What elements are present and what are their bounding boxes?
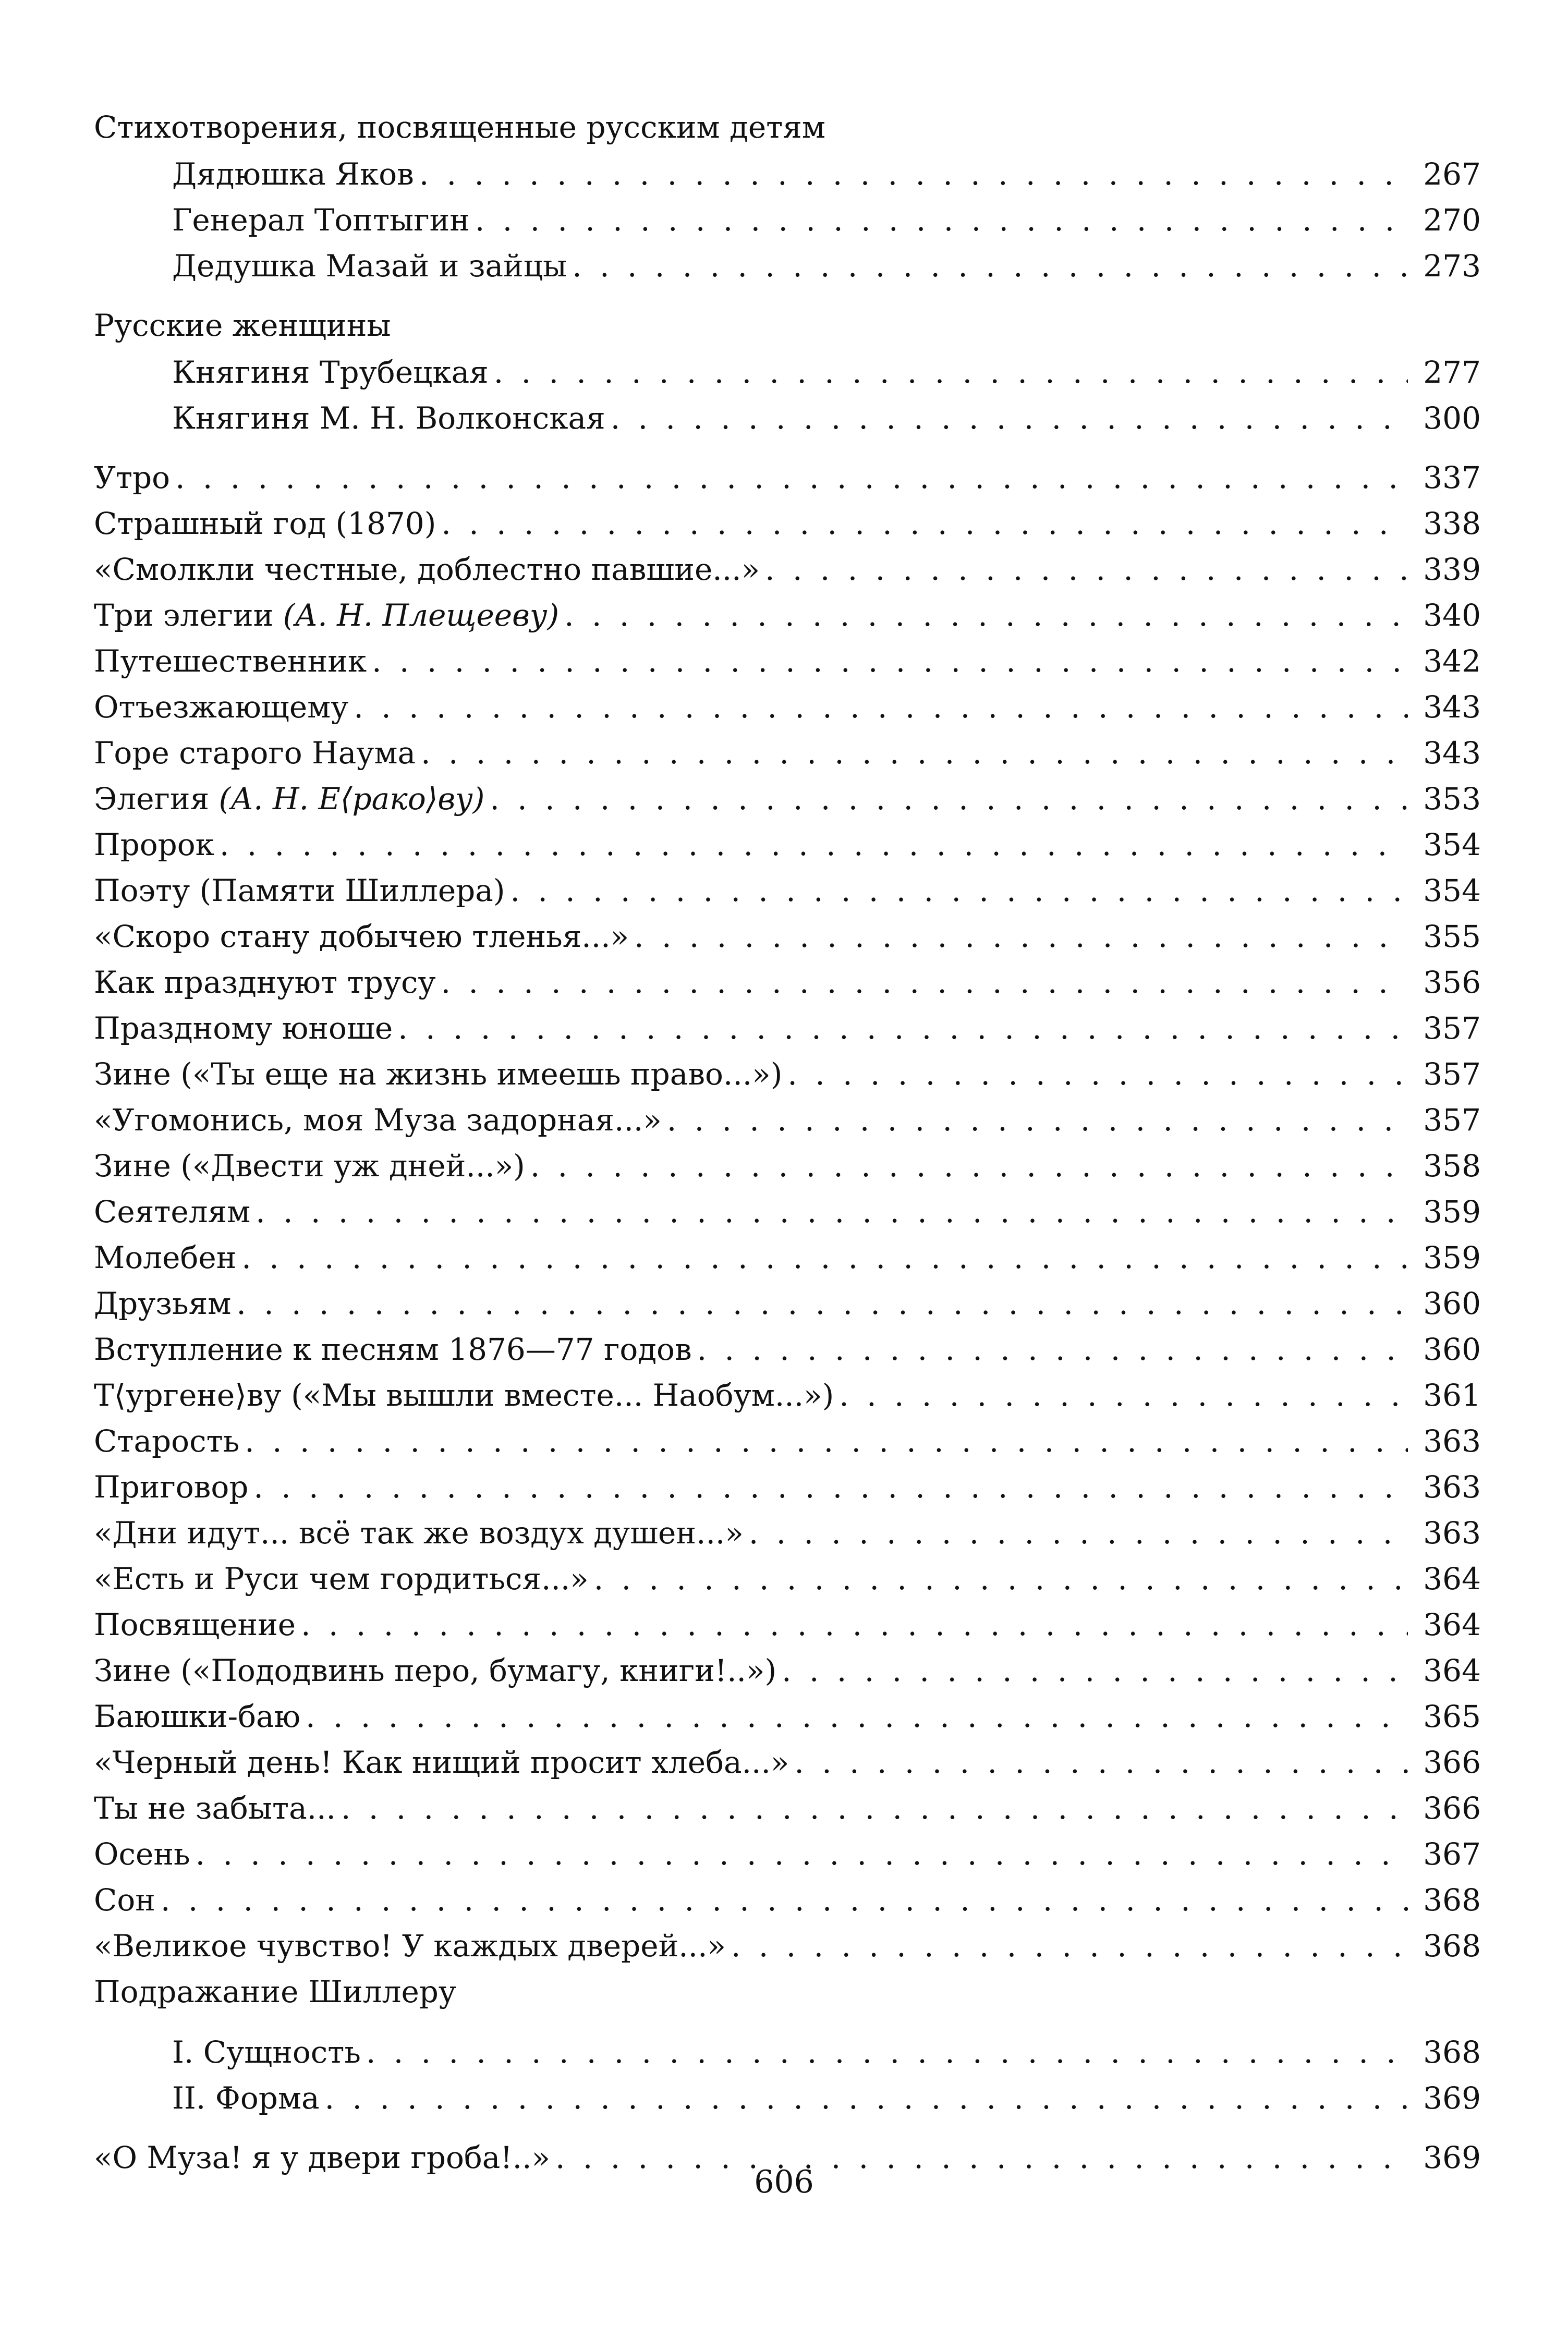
toc-entry-title-text: Отъезжающему [94, 689, 349, 725]
toc-entry-title [94, 1785, 341, 1831]
toc-entry-page-number: 354 [1423, 827, 1481, 862]
toc-entry-title [94, 1969, 461, 2015]
toc-entry-page-number: 365 [1423, 1699, 1481, 1734]
toc-entry [94, 1602, 1481, 1648]
toc-entry-dedication: (А. Н. Е⟨рако⟩ву) [218, 781, 485, 817]
dot-leader [697, 1326, 1408, 1372]
toc-entry-line [94, 1372, 1481, 1418]
toc-entry-page-number: 360 [1423, 1286, 1481, 1321]
toc-entry-line [94, 638, 1481, 684]
toc-entry-title-text: Русские женщины [94, 308, 391, 343]
toc-entry-title-text: «Есть и Руси чем гордиться...» [94, 1561, 589, 1597]
dot-leader [253, 1464, 1408, 1510]
toc-entry [94, 1189, 1481, 1235]
toc-entry-page-number: 364 [1423, 1561, 1481, 1597]
toc-entry-line [94, 243, 1481, 289]
toc-entry-page-number: 339 [1423, 552, 1481, 587]
toc-entry-title [94, 151, 419, 197]
toc-entry-title-text: Сеятелям [94, 1194, 251, 1229]
toc-entry-line [94, 822, 1481, 868]
toc-entry-page-number: 273 [1423, 248, 1481, 284]
toc-entry-title-text: «Смолкли честные, доблестно павшие...» [94, 552, 760, 587]
toc-entry [94, 959, 1481, 1005]
toc-entry-page-number: 368 [1423, 1882, 1481, 1918]
toc-entry [94, 1923, 1481, 1969]
toc-entry-title-text: Дядюшка Яков [172, 156, 414, 192]
toc-entry-line [94, 1648, 1481, 1694]
toc-entry-page-number: 267 [1423, 156, 1481, 192]
toc-entry-title [94, 349, 494, 395]
toc-entry-line [94, 2029, 1481, 2075]
toc-entry-title-text: Стихотворения, посвященные русским детям [94, 109, 825, 145]
toc-entry-title-text: Княгиня Трубецкая [172, 355, 489, 390]
toc-entry-title [94, 546, 765, 592]
toc-entry-page-number: 359 [1423, 1194, 1481, 1229]
toc-entry-line [94, 1418, 1481, 1464]
toc-entry-page-number: 364 [1423, 1653, 1481, 1688]
toc-entry-line [94, 455, 1481, 501]
toc-entry-title [94, 302, 396, 348]
toc-entry [94, 1051, 1481, 1097]
toc-entry [94, 197, 1481, 243]
toc-entry-page-number: 363 [1423, 1423, 1481, 1459]
toc-entry [94, 2075, 1481, 2121]
toc-entry [94, 1464, 1481, 1510]
dot-leader [236, 1281, 1408, 1326]
toc-entry-line [94, 1785, 1481, 1831]
toc-entry-title [94, 1464, 253, 1510]
toc-entry-title-text: Пророк [94, 827, 214, 862]
toc-entry-line [94, 349, 1481, 395]
dot-leader [765, 546, 1408, 592]
toc-entry-line [94, 1005, 1481, 1051]
toc-entry-line [94, 151, 1481, 197]
toc-entry [94, 592, 1481, 638]
toc-section-heading [94, 302, 1481, 349]
toc-entry-line [94, 959, 1481, 1005]
toc-entry-line [94, 1097, 1481, 1143]
dot-leader [325, 2075, 1408, 2121]
toc-entry-title-text: Старость [94, 1423, 240, 1459]
toc-entry [94, 1648, 1481, 1694]
toc-entry-title [94, 455, 175, 501]
toc-section-heading [94, 104, 1481, 151]
toc-entry-title [94, 1923, 731, 1969]
toc-entry-title-text: Дедушка Мазай и зайцы [172, 248, 567, 284]
toc-entry [94, 776, 1481, 822]
dot-leader [794, 1739, 1408, 1785]
page-number: 606 [754, 2164, 814, 2200]
toc-entry-title-text: Приговор [94, 1469, 249, 1505]
toc-entry-title [94, 913, 634, 959]
dot-leader [611, 395, 1408, 441]
toc-entry-line [94, 776, 1481, 822]
toc-entry-page-number: 356 [1423, 965, 1481, 1000]
toc-entry-title-text: Ты не забыта... [94, 1790, 336, 1826]
toc-entry-title-text: I. Сущность [172, 2035, 361, 2070]
toc-entry [94, 2029, 1481, 2075]
toc-entry-page-number: 340 [1423, 598, 1481, 633]
toc-entry-page-number: 337 [1423, 460, 1481, 495]
toc-entry [94, 868, 1481, 913]
toc-entry-title-text: Молебен [94, 1240, 237, 1275]
toc-entry-page-number: 368 [1423, 2035, 1481, 2070]
toc-entry-title [94, 868, 510, 913]
table-of-contents [94, 104, 1481, 2180]
toc-entry-title [94, 2029, 366, 2075]
toc-entry-title [94, 1005, 398, 1051]
toc-entry-line [94, 868, 1481, 913]
toc-entry-title-text: Княгиня М. Н. Волконская [172, 400, 605, 436]
toc-entry-page-number: 369 [1423, 2140, 1481, 2175]
toc-entry-line [94, 1739, 1481, 1785]
toc-entry-line [94, 1923, 1481, 1969]
toc-entry-title [94, 684, 354, 730]
toc-entry [94, 684, 1481, 730]
toc-entry-title-text: «Дни идут... всё так же воздух душен...» [94, 1515, 744, 1551]
toc-entry-line [94, 1831, 1481, 1877]
toc-entry-page-number: 366 [1423, 1745, 1481, 1780]
toc-entry-page-number: 360 [1423, 1332, 1481, 1367]
toc-entry [94, 151, 1481, 197]
dot-leader [220, 822, 1408, 868]
toc-entry-title [94, 1739, 794, 1785]
toc-entry-title [94, 2075, 325, 2121]
toc-entry [94, 1510, 1481, 1556]
dot-leader [494, 349, 1408, 395]
toc-entry [94, 1739, 1481, 1785]
toc-entry [94, 243, 1481, 289]
dot-leader [175, 455, 1408, 501]
toc-entry [94, 730, 1481, 776]
toc-entry-title-text: «Скоро стану добычею тленья...» [94, 919, 629, 954]
toc-entry-line [94, 197, 1481, 243]
dot-leader [490, 776, 1408, 822]
toc-entry-line [94, 395, 1481, 441]
toc-entry [94, 822, 1481, 868]
toc-entry-title [94, 1281, 236, 1326]
toc-entry-title-text: Зине («Ты еще на жизнь имеешь право...») [94, 1056, 783, 1092]
dot-leader [306, 1694, 1408, 1739]
toc-entry [94, 1418, 1481, 1464]
toc-entry-line [94, 730, 1481, 776]
toc-entry-page-number: 343 [1423, 689, 1481, 725]
toc-entry-page-number: 363 [1423, 1469, 1481, 1505]
toc-entry-page-number: 357 [1423, 1010, 1481, 1046]
toc-entry-title-text: Поэту (Памяти Шиллера) [94, 873, 505, 908]
toc-entry-page-number: 342 [1423, 643, 1481, 679]
toc-entry-title-text: Подражание Шиллеру [94, 1974, 457, 2009]
toc-entry-title [94, 959, 441, 1005]
toc-entry-title-text: Как празднуют трусу [94, 965, 436, 1000]
toc-entry-title-text: Посвящение [94, 1607, 296, 1642]
toc-entry-title-text: Горе старого Наума [94, 735, 416, 771]
toc-entry-line [94, 2075, 1481, 2121]
toc-entry-page-number: 368 [1423, 1928, 1481, 1964]
toc-entry-title-text: Путешественник [94, 643, 367, 679]
toc-entry-title-text: «О Муза! я у двери гроба!..» [94, 2140, 551, 2175]
toc-entry [94, 1877, 1481, 1923]
toc-entry-page-number: 366 [1423, 1790, 1481, 1826]
toc-entry-title-text: Осень [94, 1836, 190, 1872]
toc-entry-title [94, 1418, 245, 1464]
dot-leader [594, 1556, 1408, 1602]
toc-entry [94, 1326, 1481, 1372]
toc-entry-title [94, 1556, 594, 1602]
toc-entry-line [94, 1694, 1481, 1739]
toc-entry-title [94, 1602, 301, 1648]
toc-entry-title [94, 592, 564, 638]
toc-entry [94, 1235, 1481, 1281]
toc-entry-line [94, 501, 1481, 546]
toc-entry-line [94, 1143, 1481, 1189]
toc-entry [94, 1281, 1481, 1326]
toc-entry-title [94, 1097, 667, 1143]
toc-entry-title-text: Праздному юноше [94, 1010, 393, 1046]
toc-entry-page-number: 353 [1423, 781, 1481, 817]
toc-entry-title [94, 1510, 749, 1556]
toc-entry-line [94, 1051, 1481, 1097]
toc-entry [94, 1372, 1481, 1418]
toc-entry-title [94, 243, 572, 289]
toc-entry-title-text: Т⟨ургене⟩ву («Мы вышли вместе... Наобум...») [94, 1378, 834, 1413]
toc-entry-title [94, 395, 611, 441]
toc-entry-page-number: 367 [1423, 1836, 1481, 1872]
toc-entry-title-text: «Черный день! Как нищий просит хлеба...» [94, 1745, 789, 1780]
toc-entry-line [94, 1464, 1481, 1510]
toc-entry-page-number: 270 [1423, 202, 1481, 238]
toc-entry-page-number: 369 [1423, 2080, 1481, 2116]
toc-entry-line [94, 1235, 1481, 1281]
dot-leader [372, 638, 1408, 684]
toc-entry-title-text: Три элегии [94, 598, 274, 633]
toc-entry-title [94, 638, 372, 684]
toc-entry-line [94, 546, 1481, 592]
toc-entry-line [94, 1602, 1481, 1648]
toc-entry-title [94, 1648, 782, 1694]
dot-leader [245, 1418, 1408, 1464]
dot-leader [419, 151, 1408, 197]
toc-entry-line [94, 1969, 1481, 2015]
toc-entry-title-text: Баюшки-баю [94, 1699, 301, 1734]
dot-leader [421, 730, 1408, 776]
toc-entry-dedication: (А. Н. Плещееву) [283, 598, 560, 633]
toc-entry-page-number: 343 [1423, 735, 1481, 771]
toc-entry-page-number: 363 [1423, 1515, 1481, 1551]
dot-leader [787, 1051, 1408, 1097]
toc-entry [94, 1556, 1481, 1602]
toc-entry [94, 455, 1481, 501]
dot-leader [667, 1097, 1408, 1143]
dot-leader [341, 1785, 1408, 1831]
toc-entry-page-number: 361 [1423, 1378, 1481, 1413]
dot-leader [731, 1923, 1408, 1969]
toc-entry-title-text: Элегия [94, 781, 210, 817]
toc-entry-title [94, 501, 441, 546]
toc-entry-title-text: Генерал Топтыгин [172, 202, 470, 238]
toc-entry-title [94, 1326, 697, 1372]
toc-entry-page-number: 358 [1423, 1148, 1481, 1184]
toc-entry-title-text: II. Форма [172, 2080, 320, 2116]
toc-entry-title-text: Зине («Пододвинь перо, бумагу, книги!..») [94, 1653, 777, 1688]
toc-entry-page-number: 357 [1423, 1102, 1481, 1138]
dot-leader [572, 243, 1408, 289]
dot-leader [398, 1005, 1408, 1051]
toc-entry-line [94, 684, 1481, 730]
dot-leader [634, 913, 1408, 959]
toc-entry-page-number: 354 [1423, 873, 1481, 908]
toc-entry-title-text: «Угомонись, моя Муза задорная...» [94, 1102, 662, 1138]
toc-entry-title [94, 1143, 530, 1189]
dot-leader [475, 197, 1408, 243]
toc-entry-title-text: Друзьям [94, 1286, 232, 1321]
toc-entry-title-text: Зине («Двести уж дней...») [94, 1148, 525, 1184]
toc-entry [94, 638, 1481, 684]
toc-entry-line [94, 104, 1481, 150]
toc-entry-title [94, 730, 421, 776]
toc-entry-line [94, 592, 1481, 638]
toc-section-heading [94, 1969, 1481, 2016]
toc-entry [94, 501, 1481, 546]
toc-entry-line [94, 1281, 1481, 1326]
dot-leader [354, 684, 1408, 730]
toc-entry-title-text: Утро [94, 460, 171, 495]
dot-leader [241, 1235, 1408, 1281]
toc-entry-line [94, 913, 1481, 959]
toc-entry-title [94, 1051, 787, 1097]
toc-entry-title [94, 1877, 161, 1923]
toc-entry-title [94, 1235, 241, 1281]
toc-entry-title [94, 1189, 256, 1235]
dot-leader [839, 1372, 1408, 1418]
toc-entry-title [94, 104, 831, 150]
toc-entry [94, 1143, 1481, 1189]
toc-entry [94, 395, 1481, 441]
toc-entry-page-number: 359 [1423, 1240, 1481, 1275]
dot-leader [782, 1648, 1408, 1694]
toc-entry [94, 1785, 1481, 1831]
toc-entry [94, 1831, 1481, 1877]
toc-entry-line [94, 302, 1481, 348]
toc-entry-page-number: 364 [1423, 1607, 1481, 1642]
toc-entry-title [94, 1694, 306, 1739]
toc-entry [94, 913, 1481, 959]
toc-entry-page-number: 338 [1423, 506, 1481, 541]
toc-entry-line [94, 1877, 1481, 1923]
toc-entry-title-text: «Великое чувство! У каждых дверей...» [94, 1928, 726, 1964]
toc-entry-title-text: Сон [94, 1882, 155, 1918]
toc-entry-line [94, 1556, 1481, 1602]
dot-leader [301, 1602, 1408, 1648]
toc-entry-page-number: 300 [1423, 400, 1481, 436]
toc-entry-line [94, 1510, 1481, 1556]
toc-entry [94, 349, 1481, 395]
toc-entry-page-number: 355 [1423, 919, 1481, 954]
toc-entry-title [94, 822, 220, 868]
dot-leader [256, 1189, 1408, 1235]
toc-entry-title [94, 197, 475, 243]
toc-entry-title [94, 776, 490, 822]
toc-entry-title-text: Страшный год (1870) [94, 506, 436, 541]
toc-entry-page-number: 277 [1423, 355, 1481, 390]
toc-entry-title-text: Вступление к песням 1876—77 годов [94, 1332, 692, 1367]
toc-entry-title [94, 1372, 839, 1418]
dot-leader [161, 1877, 1408, 1923]
dot-leader [564, 592, 1408, 638]
toc-entry-line [94, 1189, 1481, 1235]
toc-entry-page-number: 357 [1423, 1056, 1481, 1092]
toc-entry [94, 1694, 1481, 1739]
dot-leader [366, 2029, 1408, 2075]
dot-leader [441, 959, 1408, 1005]
dot-leader [196, 1831, 1408, 1877]
dot-leader [510, 868, 1408, 913]
toc-entry-line [94, 1326, 1481, 1372]
dot-leader [749, 1510, 1408, 1556]
toc-entry [94, 1005, 1481, 1051]
toc-entry [94, 1097, 1481, 1143]
dot-leader [530, 1143, 1408, 1189]
toc-entry-title [94, 1831, 196, 1877]
dot-leader [441, 501, 1408, 546]
toc-entry [94, 546, 1481, 592]
